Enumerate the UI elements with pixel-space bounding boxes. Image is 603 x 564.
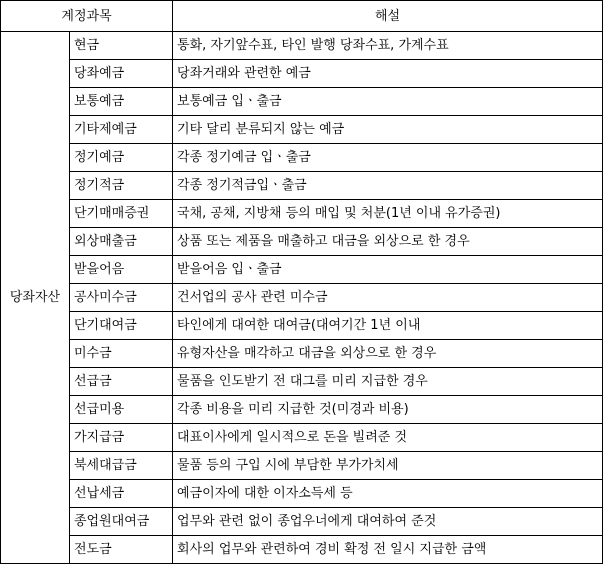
account-name-cell: 기타제예금 — [70, 116, 173, 144]
description-cell: 상품 또는 제품을 매출하고 대금을 외상으로 한 경우 — [173, 228, 603, 256]
description-cell: 유형자산을 매각하고 대금을 외상으로 한 경우 — [173, 340, 603, 368]
account-name-cell: 선납세금 — [70, 480, 173, 508]
account-name-cell: 북세대급금 — [70, 452, 173, 480]
description-cell: 각종 정기적금입ㆍ출금 — [173, 172, 603, 200]
account-name-cell: 보통예금 — [70, 88, 173, 116]
description-cell: 예금이자에 대한 이자소득세 등 — [173, 480, 603, 508]
account-name-cell: 정기적금 — [70, 172, 173, 200]
description-cell: 업무와 관련 없이 종업우너에게 대여하여 준것 — [173, 508, 603, 536]
table-row — [1, 508, 603, 536]
table-row — [1, 200, 603, 228]
account-name-cell: 공사미수금 — [70, 284, 173, 312]
table-row — [1, 144, 603, 172]
table-row — [1, 424, 603, 452]
description-cell: 회사의 업무와 관련하여 경비 확정 전 일시 지급한 금액 — [173, 536, 603, 564]
account-name-cell: 미수금 — [70, 340, 173, 368]
account-name-cell: 당좌예금 — [70, 60, 173, 88]
account-name-cell: 선급미용 — [70, 396, 173, 424]
description-cell: 받을어음 입ㆍ출금 — [173, 256, 603, 284]
table-row — [1, 396, 603, 424]
table-row — [1, 88, 603, 116]
description-cell: 건서업의 공사 관련 미수금 — [173, 284, 603, 312]
table-row — [1, 340, 603, 368]
group-label: 당좌자산 — [1, 32, 70, 564]
table-row — [1, 284, 603, 312]
description-cell: 물품 등의 구입 시에 부담한 부가가치세 — [173, 452, 603, 480]
account-name-cell: 가지급금 — [70, 424, 173, 452]
account-name-cell: 받을어음 — [70, 256, 173, 284]
description-cell: 당좌거래와 관련한 예금 — [173, 60, 603, 88]
description-cell: 국채, 공채, 지방채 등의 매입 및 처분(1년 이내 유가증권) — [173, 200, 603, 228]
description-cell: 보통예금 입ㆍ출금 — [173, 88, 603, 116]
account-name-cell: 단기매매증권 — [70, 200, 173, 228]
table-row — [1, 116, 603, 144]
account-name-cell: 정기예금 — [70, 144, 173, 172]
account-name-cell: 외상매출금 — [70, 228, 173, 256]
account-name-cell: 전도금 — [70, 536, 173, 564]
account-name-cell: 단기대여금 — [70, 312, 173, 340]
table-row — [1, 256, 603, 284]
description-cell: 기타 달리 분류되지 않는 예금 — [173, 116, 603, 144]
table-row — [1, 32, 603, 60]
description-cell: 대표이사에게 일시적으로 돈을 빌려준 것 — [173, 424, 603, 452]
description-cell: 각종 정기예금 입ㆍ출금 — [173, 144, 603, 172]
description-cell: 타인에게 대여한 대여금(대여기간 1년 이내 — [173, 312, 603, 340]
table-row — [1, 60, 603, 88]
table-row — [1, 480, 603, 508]
table-row — [1, 172, 603, 200]
table-row — [1, 368, 603, 396]
table-row — [1, 536, 603, 564]
header-description: 해설 — [173, 1, 603, 32]
account-name-cell: 현금 — [70, 32, 173, 60]
table-row — [1, 452, 603, 480]
account-name-cell: 종업원대여금 — [70, 508, 173, 536]
description-cell: 물품을 인도받기 전 대그를 미리 지급한 경우 — [173, 368, 603, 396]
description-cell: 통화, 자기앞수표, 타인 발행 당좌수표, 가계수표 — [173, 32, 603, 60]
table-row — [1, 228, 603, 256]
description-cell: 각종 비용을 미리 지급한 것(미경과 비용) — [173, 396, 603, 424]
header-account: 계정과목 — [1, 1, 173, 32]
account-name-cell: 선급금 — [70, 368, 173, 396]
table-row — [1, 312, 603, 340]
table-header-row — [1, 1, 603, 32]
